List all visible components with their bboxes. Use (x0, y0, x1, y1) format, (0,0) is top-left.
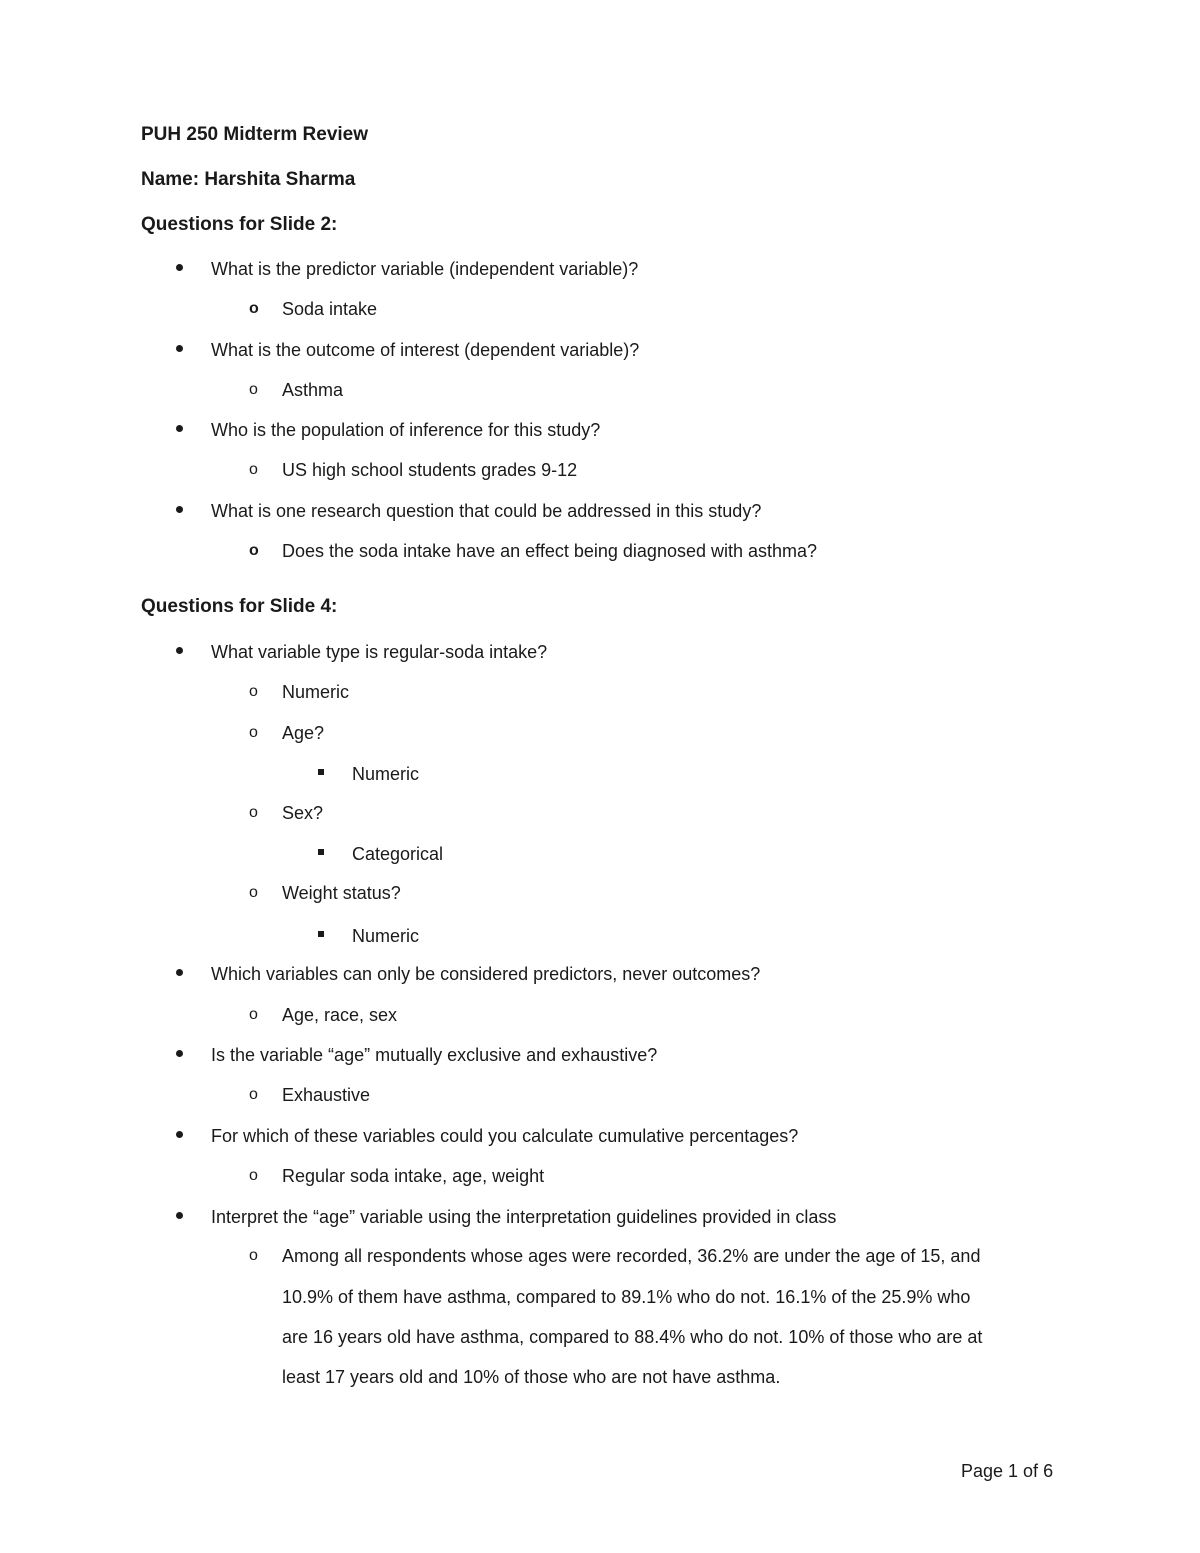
circle-bullet-icon: o (249, 1167, 258, 1184)
question-text: What is one research question that could be addressed in this study? (211, 501, 762, 521)
answer-text: Soda intake (282, 299, 378, 319)
bullet-icon (176, 506, 183, 513)
circle-bullet-icon: o (249, 884, 258, 901)
answer-text: Exhaustive (282, 1085, 371, 1105)
answer-text: Age, race, sex (282, 1005, 398, 1025)
bullet-icon (176, 647, 183, 654)
question-text: What is the outcome of interest (dependent variable)? (211, 340, 640, 360)
circle-bullet-icon: o (249, 1247, 258, 1264)
answer-text: Age? (282, 723, 325, 743)
circle-bullet-icon: o (249, 1006, 258, 1023)
section-heading-slide-2: Questions for Slide 2: (141, 214, 338, 235)
question-text: Interpret the “age” variable using the interpretation guidelines provided in class (211, 1207, 837, 1227)
document-title: PUH 250 Midterm Review (141, 124, 369, 145)
question-text: Which variables can only be considered predictors, never outcomes? (211, 964, 761, 984)
answer-text: Weight status? (282, 883, 401, 903)
answer-paragraph-line: are 16 years old have asthma, compared to 88.4% who do not. 10% of those who are at (282, 1327, 983, 1347)
answer-text: Does the soda intake have an effect being diagnosed with asthma? (282, 541, 818, 561)
sub-answer-text: Categorical (352, 844, 444, 864)
question-text: For which of these variables could you calculate cumulative percentages? (211, 1126, 799, 1146)
circle-bullet-icon: o (249, 1086, 258, 1103)
answer-text: Asthma (282, 380, 344, 400)
answer-paragraph-line: 10.9% of them have asthma, compared to 89.1% who do not. 16.1% of the 25.9% who (282, 1287, 971, 1307)
circle-bullet-icon: o (249, 461, 258, 478)
circle-bullet-icon: o (249, 300, 259, 317)
question-text: Who is the population of inference for this study? (211, 420, 601, 440)
answer-text: US high school students grades 9-12 (282, 460, 578, 480)
question-text: What variable type is regular-soda intake? (211, 642, 548, 662)
bullet-icon (176, 1050, 183, 1057)
answer-text: Regular soda intake, age, weight (282, 1166, 545, 1186)
circle-bullet-icon: o (249, 381, 258, 398)
bullet-icon (176, 1212, 183, 1219)
bullet-icon (176, 1131, 183, 1138)
bullet-icon (176, 425, 183, 432)
question-text: What is the predictor variable (independent variable)? (211, 259, 639, 279)
answer-text: Numeric (282, 682, 350, 702)
square-bullet-icon (318, 931, 324, 937)
section-heading-slide-4: Questions for Slide 4: (141, 596, 338, 617)
square-bullet-icon (318, 769, 324, 775)
question-text: Is the variable “age” mutually exclusive and exhaustive? (211, 1045, 658, 1065)
page-number: Page 1 of 6 (961, 1461, 1054, 1481)
name-line: Name: Harshita Sharma (141, 169, 356, 190)
answer-text: Sex? (282, 803, 324, 823)
sub-answer-text: Numeric (352, 926, 420, 946)
square-bullet-icon (318, 849, 324, 855)
sub-answer-text: Numeric (352, 764, 420, 784)
circle-bullet-icon: o (249, 724, 258, 741)
bullet-icon (176, 345, 183, 352)
circle-bullet-icon: o (249, 542, 259, 559)
circle-bullet-icon: o (249, 804, 258, 821)
bullet-icon (176, 969, 183, 976)
circle-bullet-icon: o (249, 683, 258, 700)
bullet-icon (176, 264, 183, 271)
answer-paragraph-line: least 17 years old and 10% of those who are not have asthma. (282, 1367, 781, 1387)
answer-paragraph-line: Among all respondents whose ages were recorded, 36.2% are under the age of 15, and (282, 1246, 981, 1266)
